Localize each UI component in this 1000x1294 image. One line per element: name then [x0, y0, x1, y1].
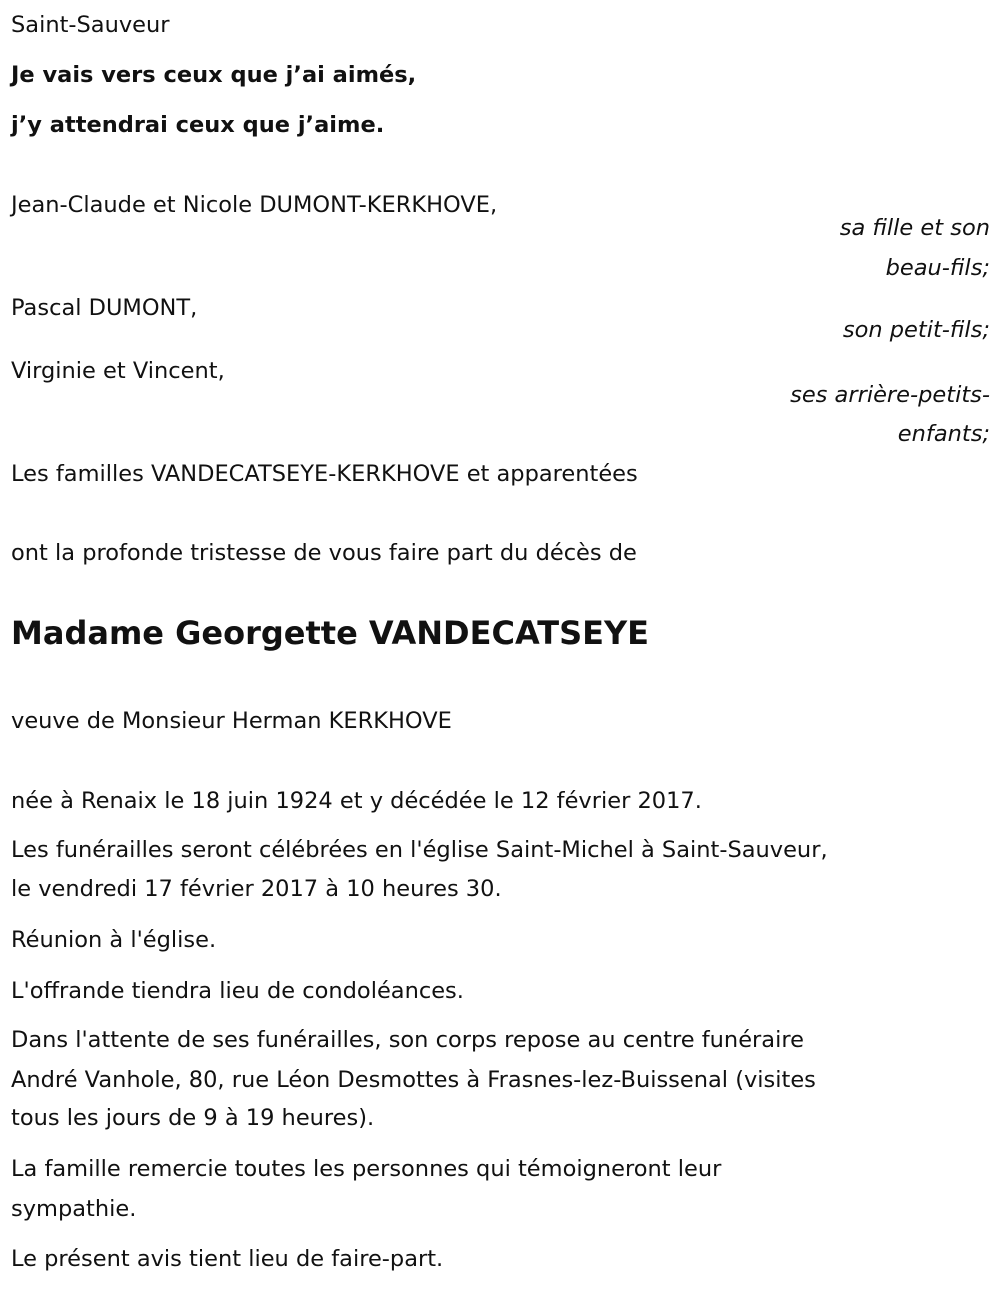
mourner-name: Virginie et Vincent, — [11, 358, 225, 384]
mourner-name: Pascal DUMONT, — [11, 295, 198, 321]
funeral-line: Les funérailles seront célébrées en l'église Saint-Michel à Saint-Sauveur, — [11, 837, 828, 863]
notice: Le présent avis tient lieu de faire-part. — [11, 1246, 444, 1272]
mourner-relation: beau-fils; — [885, 255, 990, 281]
birth-death: née à Renaix le 18 juin 1924 et y décédée le 12 février 2017. — [11, 788, 702, 814]
thanks-line: La famille remercie toutes les personnes qui témoigneront leur — [11, 1156, 722, 1182]
funeral-line: le vendredi 17 février 2017 à 10 heures 30. — [11, 876, 502, 902]
widow-of: veuve de Monsieur Herman KERKHOVE — [11, 708, 452, 734]
viewing-line: André Vanhole, 80, rue Léon Desmottes à Frasnes-lez-Buissenal (visites — [11, 1067, 816, 1093]
epigraph-line: Je vais vers ceux que j’ai aimés, — [11, 62, 417, 88]
announcement: ont la profonde tristesse de vous faire part du décès de — [11, 540, 637, 566]
mourner-relation: ses arrière-petits- — [790, 382, 990, 408]
mourner-relation: sa fille et son — [839, 215, 990, 241]
meeting: Réunion à l'église. — [11, 927, 217, 953]
mourner-relation: son petit-fils; — [842, 317, 990, 343]
mourner-relation: enfants; — [897, 421, 990, 447]
thanks-line: sympathie. — [11, 1196, 137, 1222]
epigraph-line: j’y attendrai ceux que j’aime. — [11, 112, 385, 138]
mourner-name: Les familles VANDECATSEYE-KERKHOVE et apparentées — [11, 461, 638, 487]
location: Saint-Sauveur — [11, 12, 170, 38]
deceased-name: Madame Georgette VANDECATSEYE — [11, 614, 649, 652]
offering: L'offrande tiendra lieu de condoléances. — [11, 978, 464, 1004]
mourner-name: Jean-Claude et Nicole DUMONT-KERKHOVE, — [11, 192, 498, 218]
viewing-line: Dans l'attente de ses funérailles, son corps repose au centre funéraire — [11, 1027, 804, 1053]
viewing-line: tous les jours de 9 à 19 heures). — [11, 1105, 375, 1131]
